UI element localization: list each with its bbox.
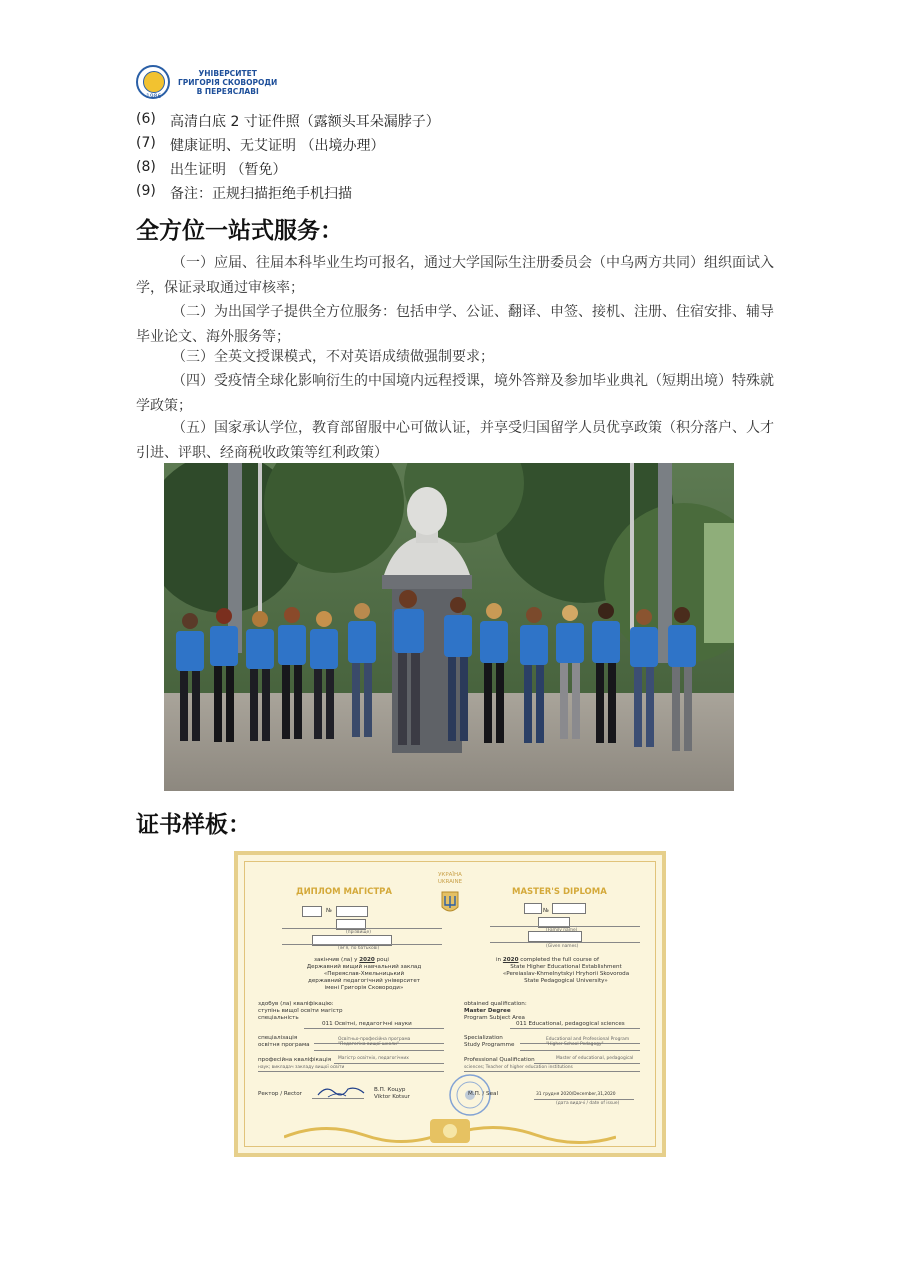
hint-surname-ua: (прізвище)	[346, 930, 371, 935]
number-label-en: №	[543, 908, 549, 914]
university-name-line: УНІВЕРСИТЕТ	[198, 68, 257, 78]
issue-date-hint: (дата видачі / date of issue)	[556, 1101, 620, 1106]
service-paragraph: （二）为出国学子提供全方位服务：包括申学、公证、翻译、申签、接机、注册、住宿安排、辅导毕业论文、海外服务等；	[136, 304, 774, 345]
service-paragraph: （四）受疫情全球化影响衍生的中国境内远程授课，境外答辩及参加毕业典礼（短期出境）特殊就学政策；	[136, 373, 774, 414]
finished-year: 2020	[359, 957, 375, 963]
list-text: 出生证明 （暂免）	[170, 162, 287, 178]
series-box-en	[524, 903, 542, 914]
spec-label: спеціалізація	[258, 1035, 298, 1041]
institution-ua	[284, 964, 444, 992]
prof-label-ua: професійна кваліфікація	[258, 1057, 332, 1063]
hint-name-ua: (ім'я, по батькові)	[338, 946, 380, 951]
services-heading: 全方位一站式服务：	[136, 218, 343, 244]
completed-en	[496, 957, 599, 964]
spec-labels-ua	[258, 1035, 310, 1049]
specialty-value-ua: 011 Освітні, педагогічні науки	[322, 1021, 412, 1027]
country-ua: УКРАЇНА	[438, 872, 462, 878]
issue-date: 31 грудня 2020/December,31,2020	[536, 1092, 616, 1097]
service-paragraph: （五）国家承认学位，教育部留服中心可做认证，并享受归国留学人员优享政策（积分落户、人才引进、评职、经商税收政策等红利政策）	[136, 420, 774, 461]
program-line: Educational and Professional Program	[546, 1037, 630, 1042]
number-label-ua: №	[326, 908, 332, 914]
group-photo	[164, 463, 734, 791]
rector-name-en: Viktor Kotsur	[374, 1094, 410, 1100]
obtained-en: obtained qualification:	[464, 1001, 527, 1007]
program-value-ua	[338, 1037, 410, 1047]
institution-line: State Pedagogical University»	[524, 978, 608, 984]
program-line: Освітньо-професійна програма	[338, 1037, 411, 1042]
diploma-title-en: MASTER'S DIPLOMA	[512, 887, 607, 897]
certificate-heading: 证书样板：	[136, 812, 251, 838]
qualification-ua	[258, 1001, 343, 1022]
program-value-en	[546, 1037, 629, 1047]
degree-en: Master Degree	[464, 1008, 511, 1014]
diploma-sample	[234, 851, 666, 1157]
institution-line: Державний вищий навчальний заклад	[306, 964, 422, 970]
list-item	[136, 159, 286, 179]
completed-label: completed the full course of	[520, 957, 599, 963]
service-paragraph: （三）全英文授课模式，不对英语成绩做强制要求；	[172, 349, 494, 365]
spec-label: Specialization	[464, 1035, 503, 1041]
program-line: "Педагогіка вищої школи"	[338, 1042, 399, 1047]
list-item	[136, 111, 440, 131]
prof-value-en-1: Master of educational, pedagogical	[556, 1056, 634, 1061]
service-paragraph: （一）应届、往届本科毕业生均可报名，通过大学国际生注册委员会（中乌两方共同）组织面试入学，保证录取通过审核率；	[136, 255, 774, 296]
list-item	[136, 135, 384, 155]
rector-label: Ректор / Rector	[258, 1091, 302, 1097]
list-number: (6)	[136, 111, 156, 127]
spec-labels-en	[464, 1035, 514, 1049]
prof-value-ua-2: наук; викладач закладу вищої освіти	[258, 1065, 345, 1070]
country-en: UKRAINE	[437, 879, 463, 885]
subject-area-label: Program Subject Area	[464, 1015, 525, 1021]
finished-suffix: році	[376, 957, 389, 963]
university-name-line: ГРИГОРІЯ СКОВОРОДИ	[178, 77, 278, 87]
list-number: (7)	[136, 135, 156, 151]
university-name-line: В ПЕРЕЯСЛАВІ	[196, 86, 259, 96]
seal-label: М.П. / Seal	[468, 1091, 499, 1097]
list-text: 健康证明、无艾证明 （出境办理）	[170, 138, 385, 154]
university-logo	[136, 64, 277, 100]
in-label: in	[496, 957, 502, 963]
list-item	[136, 183, 352, 203]
ornament-icon	[284, 1113, 616, 1147]
series-box	[302, 906, 322, 917]
list-number: (8)	[136, 159, 156, 175]
list-text: 高清白底 2 寸证件照（露额头耳朵漏脖子）	[170, 114, 440, 130]
trident-icon	[441, 891, 459, 915]
institution-line: імені Григорія Сковороди»	[324, 985, 404, 991]
qualification-line: спеціальність	[258, 1015, 299, 1021]
diploma-title-ua: ДИПЛОМ МАГІСТРА	[296, 887, 392, 897]
subject-area-value: 011 Educational, pedagogical sciences	[516, 1021, 625, 1027]
rector-name-ua: В.П. Коцур	[374, 1087, 406, 1093]
prof-value-en-2: sciences; Teacher of higher education institutions	[464, 1065, 573, 1070]
institution-line: State Higher Educational Establishment	[510, 964, 622, 970]
logo-year: 1986	[146, 93, 162, 100]
university-crest-icon	[136, 65, 170, 99]
institution-line: «Переяслав-Хмельницький	[323, 971, 405, 977]
number-box	[336, 906, 368, 917]
institution-line: «Pereiaslav-Khmelnytskyi Hryhorii Skovoroda	[502, 971, 630, 977]
signature-icon	[316, 1083, 366, 1099]
institution-en	[486, 964, 646, 985]
prof-label-en: Professional Qualification	[464, 1057, 535, 1063]
spec-label: освітня програма	[258, 1042, 310, 1048]
finished-ua	[314, 957, 389, 964]
hint-given-en: (Given names)	[546, 944, 579, 949]
program-line: "Higher School Pedagogy"	[546, 1042, 604, 1047]
qualification-line: здобув (ла) кваліфікацію:	[258, 1001, 334, 1007]
list-text: 备注：正规扫描拒绝手机扫描	[170, 186, 352, 202]
institution-line: державний педагогічний університет	[307, 978, 421, 984]
spec-label: Study Programme	[464, 1042, 515, 1048]
qualification-line: ступінь вищої освіти магістр	[258, 1008, 343, 1014]
number-box-en	[552, 903, 586, 914]
university-name	[178, 69, 277, 96]
given-box	[528, 931, 582, 942]
list-number: (9)	[136, 183, 156, 199]
prof-value-ua-1: Магістр освітніх, педагогічних	[338, 1056, 409, 1061]
rector-name	[374, 1087, 410, 1101]
completed-year: 2020	[502, 957, 519, 963]
finished-label: закінчив (ла) у	[314, 957, 358, 963]
